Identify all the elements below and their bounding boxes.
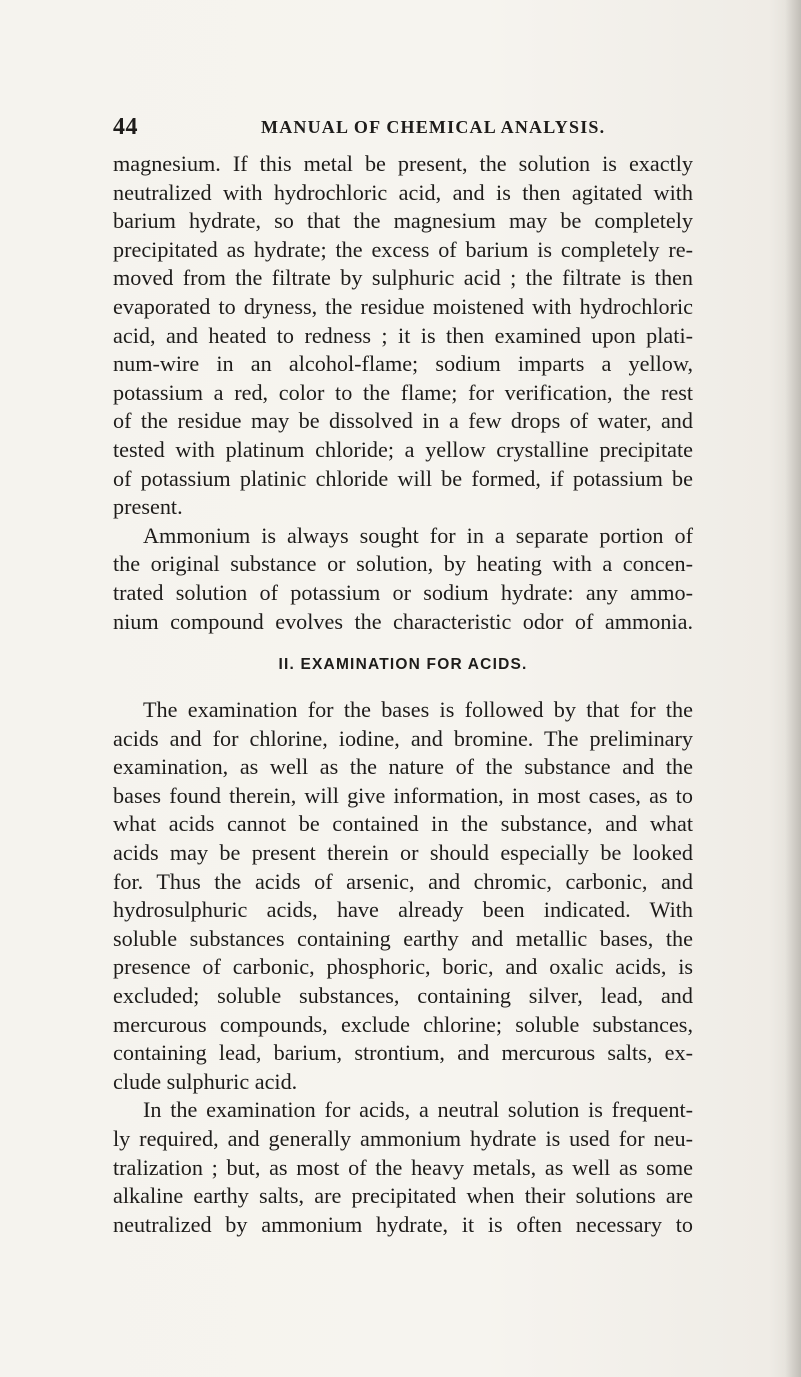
text-line: tralization ; but, as most of the heavy metals, as well as some xyxy=(113,1154,693,1180)
section-heading-block xyxy=(113,636,693,696)
text-line: moved from the filtrate by sulphuric acid ; the filtrate is then xyxy=(113,265,693,291)
section-heading: II. EXAMINATION FOR ACIDS. xyxy=(278,656,528,674)
text-line: mercurous compounds, exclude chlorine; soluble substances, xyxy=(113,1011,693,1037)
running-title: MANUAL OF CHEMICAL ANALYSIS. xyxy=(261,117,606,137)
text-line: trated solution of potassium or sodium hydrate: any ammo- xyxy=(113,579,693,605)
running-head xyxy=(113,106,693,142)
text-line: Ammonium is always sought for in a separate portion of xyxy=(143,522,693,548)
text-line: presence of carbonic, phosphoric, boric, and oxalic acids, is xyxy=(113,954,693,980)
text-line: what acids cannot be contained in the substance, and what xyxy=(113,811,693,837)
text-line: containing lead, barium, strontium, and mercurous salts, ex- xyxy=(113,1040,693,1066)
text-line: In the examination for acids, a neutral solution is frequent- xyxy=(143,1097,693,1123)
text-line: bases found therein, will give information, in most cases, as to xyxy=(113,782,693,808)
text-line: alkaline earthy salts, are precipitated when their solutions are xyxy=(113,1183,693,1209)
text-line: the original substance or solution, by heating with a concen- xyxy=(113,551,693,577)
text-line: nium compound evolves the characteristic odor of ammonia. xyxy=(113,608,693,634)
text-line: barium hydrate, so that the magnesium may be completely xyxy=(113,208,693,234)
paragraph-neutral-solution xyxy=(113,1096,693,1239)
body-text xyxy=(113,150,693,1239)
text-line: examination, as well as the nature of the substance and the xyxy=(113,754,693,780)
paragraph-ammonium xyxy=(113,522,693,636)
text-line: tested with platinum chloride; a yellow crystalline precipitate xyxy=(113,436,693,462)
text-line: of the residue may be dissolved in a few drops of water, and xyxy=(113,408,693,434)
text-line: of potassium platinic chloride will be formed, if potassium be xyxy=(113,465,693,491)
text-line: acids and for chlorine, iodine, and bromine. The preliminary xyxy=(113,725,693,751)
text-line: evaporated to dryness, the residue moistened with hydrochloric xyxy=(113,293,693,319)
text-line: acids may be present therein or should especially be looked xyxy=(113,840,693,866)
text-line: excluded; soluble substances, containing silver, lead, and xyxy=(113,983,693,1009)
text-line: acid, and heated to redness ; it is then examined upon plati- xyxy=(113,322,693,348)
text-line: neutralized by ammonium hydrate, it is often necessary to xyxy=(113,1211,693,1237)
text-line: clude sulphuric acid. xyxy=(113,1068,298,1094)
text-line: present. xyxy=(113,494,183,520)
text-line: neutralized with hydrochloric acid, and is then agitated with xyxy=(113,179,693,205)
text-line: The examination for the bases is followed by that for the xyxy=(143,697,693,723)
page-number: 44 xyxy=(113,114,138,140)
paragraph-examination xyxy=(113,696,693,1096)
text-line: soluble substances containing earthy and metallic bases, the xyxy=(113,925,693,951)
text-line: magnesium. If this metal be present, the solution is exactly xyxy=(113,151,693,176)
text-line: ly required, and generally ammonium hydrate is used for neu- xyxy=(113,1126,693,1151)
text-line: for. Thus the acids of arsenic, and chromic, carbonic, and xyxy=(113,868,693,894)
page-edge-shadow xyxy=(785,0,801,1377)
paragraph-magnesium xyxy=(113,150,693,522)
text-line: potassium a red, color to the flame; for verification, the rest xyxy=(113,379,693,405)
text-line: precipitated as hydrate; the excess of barium is completely re- xyxy=(113,236,693,262)
text-line: num-wire in an alcohol-flame; sodium imparts a yellow, xyxy=(113,351,693,377)
text-line: hydrosulphuric acids, have already been indicated. With xyxy=(113,897,693,923)
